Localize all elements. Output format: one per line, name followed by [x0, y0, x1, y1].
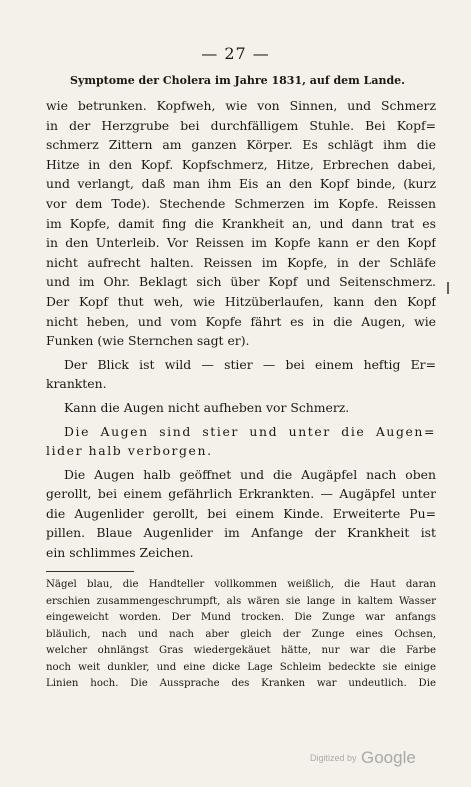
text-line: im Kopfe, damit fing die Krankheit an, und dann trat es: [46, 215, 436, 231]
page-number: — 27 —: [201, 44, 270, 63]
text-line: Der Blick ist wild — stier — bei einem heftig Er=: [64, 356, 436, 372]
digitized-watermark: [310, 748, 416, 768]
footnote-line: Nägel blau, die Handteller vollkommen weißlich, die Haut daran: [46, 579, 436, 590]
text-line: wie betrunken. Kopfweh, wie von Sinnen, und Schmerz: [46, 98, 436, 113]
footnote-divider: [46, 571, 134, 572]
text-line: ein schlimmes Zeichen.: [46, 545, 194, 561]
text-line: Der Kopf thut weh, wie Hitzüberlaufen, kann den Kopf: [46, 293, 436, 309]
text-line: gerollt, bei einem gefährlich Erkrankten. — Augäpfel unter: [46, 486, 436, 502]
footnote-line: noch weit dunkler, und eine dicke Lage Schleim bedeckte sie einige: [46, 661, 436, 673]
watermark-digitized-text: Digitized by: [310, 753, 357, 763]
text-line: Die Augen sind stier und unter die Augen=: [64, 423, 436, 439]
text-line: und im Ohr. Beklagt sich über Kopf und Seitenschmerz.: [46, 274, 436, 290]
footnote-line: eingeweicht worden. Der Mund trocken. Die Zunge war anfangs: [46, 612, 436, 623]
text-line: krankten.: [46, 376, 107, 392]
text-line: schmerz Zittern am ganzen Körper. Es schlägt ihm die: [46, 137, 436, 153]
text-line: Die Augen halb geöffnet und die Augäpfel nach oben: [64, 466, 436, 482]
text-line: Hitze in den Kopf. Kopfschmerz, Hitze, Erbrechen dabei,: [46, 156, 436, 172]
footnote-text: [46, 577, 436, 693]
text-line: lider halb verborgen.: [46, 443, 213, 459]
text-line: nicht heben, und vom Kopfe fährt es in die Augen, wie: [46, 313, 436, 329]
main-text: [46, 96, 436, 563]
text-line: und verlangt, daß man ihm Eis an den Kopf binde, (kurz: [46, 176, 436, 192]
margin-mark: [447, 282, 449, 294]
running-head: Symptome der Cholera im Jahre 1831, auf dem Lande.: [70, 74, 405, 87]
text-line: die Augenlider gerollt, bei einem Kinde. Erweiterte Pu=: [46, 505, 436, 521]
text-line: Funken (wie Sternchen sagt er).: [46, 333, 250, 349]
text-line: nicht aufrecht halten. Reissen im Kopfe, in der Schläfe: [46, 254, 436, 270]
watermark-brand-text: Google: [360, 748, 416, 767]
footnote-line: bläulich, nach und nach aber gleich der Zunge eines Ochsen,: [46, 628, 436, 640]
footnote-line: erschien zusammengeschrumpft, als wären sie lange in kaltem Wasser: [46, 595, 436, 607]
footnote-line: welcher ohnlängst Gras wiedergekäuet hätte, nur war die Farbe: [46, 645, 436, 656]
text-line: pillen. Blaue Augenlider im Anfange der Krankheit ist: [46, 525, 436, 541]
footnote-line: Linien hoch. Die Aussprache des Kranken war undeutlich. Die: [46, 678, 436, 689]
text-line: in den Unterleib. Vor Reissen im Kopfe kann er den Kopf: [46, 235, 436, 251]
text-line: vor dem Tode). Stechende Schmerzen im Kopfe. Reissen: [46, 195, 436, 211]
text-line: Kann die Augen nicht aufheben vor Schmerz.: [64, 399, 350, 415]
text-line: in der Herzgrube bei durchfälligem Stuhle. Bei Kopf=: [46, 117, 436, 133]
